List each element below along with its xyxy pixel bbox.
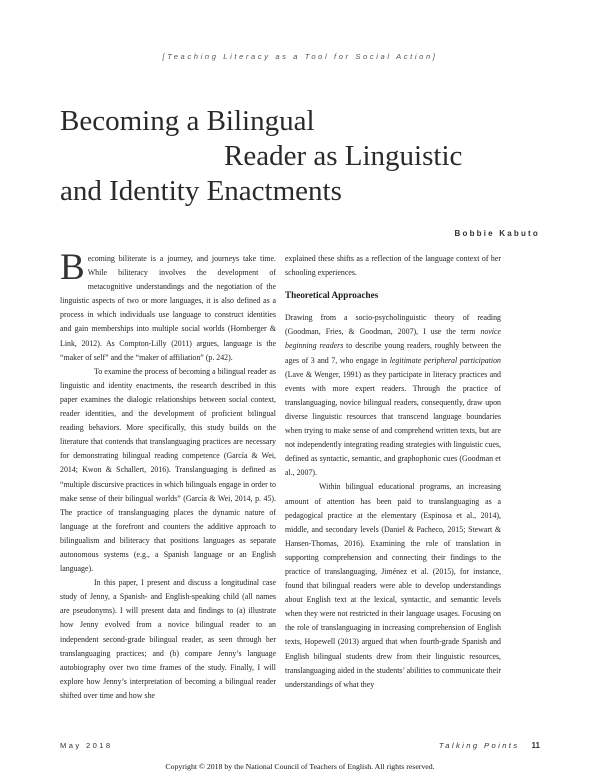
title-line-2: Reader as Linguistic (224, 140, 463, 172)
text-run: (Lave & Wenger, 1991) as they participate in literacy practices and events with more expert readers. Through the practice of translanguaging, novice bilingual readers, consequently, draw upon diverse linguistic resources that transcend language boundaries when trying to make sense of and comprehend written texts, but are not independently integrating reading strategies with linguistic cues, defined as syntactic, semantic, and graphophonic cues (Goodman et al., 2007). (285, 369, 501, 478)
italic-term: legitimate peripheral participation (389, 355, 501, 365)
drop-cap: B (60, 252, 85, 288)
body-paragraph: explained these shifts as a reflection of the language context of her schooling experiences. (285, 254, 501, 278)
body-paragraph: In this paper, I present and discuss a longitudinal case study of Jenny, a Spanish- and English-speaking child (all names are pseudonyms). I will present data and findings to (a) illustrate how Jenny evolved from a novice bilingual reader to an independent second-grade bilingual reader, as seen through her translanguaging practices; and (b) compare Jenny’s language autobiography over two time frames of the study. Finally, I will explore how Jenny’s interpretation of becoming a bilingual reader shifted over time and how she (60, 578, 276, 700)
section-heading: Theoretical Approaches (285, 290, 379, 301)
issue-date: May 2018 (60, 741, 113, 750)
left-column (60, 252, 276, 736)
right-column (285, 252, 501, 736)
body-paragraph: Within bilingual educational programs, an increasing amount of attention has been paid to translanguaging as a pedagogical practice at the elementary (Espinosa et al., 2014), middle, and secondary levels (Daniel & Pacheco, 2015; Stewart & Hansen-Thomas, 2016). Examining the role of translation in supporting comprehension and connecting their findings to the practice of translanguaging, Jiménez et al. (2015), for instance, found that bilingual readers were able to develop understandings about English text at the lexical, syntactic, and semantic levels when they were not restricted in their language usages. Focusing on the role of translanguaging in increasing comprehension of English texts, Hopewell (2013) argued that when fourth-grade Spanish and English bilingual students drew from their linguistic resources, translanguaging aided in the students’ abilities to communicate their understandings of what they (285, 482, 501, 689)
page-number: 11 (531, 741, 540, 750)
body-paragraph: To examine the process of becoming a bilingual reader as linguistic and identity enactments, the research described in this paper examines the dialogic relationships between social context, reader identities, and the development of proficient bilingual reading behaviors. More specifically, this study builds on the literature that contends that translanguaging practices are necessary for demonstrating bilingual reading competence (García & Wei, 2014; Kwon & Schallert, 2016). Translanguaging is defined as “multiple discursive practices in which bilinguals engage in order to make sense of their bilingual worlds” (García & Wei, 2014, p. 45). The practice of translanguaging places the dynamic nature of language at the forefront and counters the additive approach to bilingualism and biliteracy that positions languages as separate autonomous systems (e.g., a Spanish language or an English language). (60, 366, 276, 574)
author-name: Bobbie Kabuto (454, 229, 540, 238)
journal-name: Talking Points (438, 741, 520, 750)
intro-paragraph (60, 252, 276, 365)
series-label: [Teaching Literacy as a Tool for Social Action] (162, 52, 438, 61)
running-footer (360, 741, 540, 750)
italic-term: novice beginning readers (285, 327, 501, 351)
copyright-notice: Copyright © 2018 by the National Council of Teachers of English. All rights reserved. (165, 762, 435, 771)
title-line-1: Becoming a Bilingual (60, 105, 315, 137)
text-run: to describe young readers, roughly between the ages of 3 and 7, who engage in (285, 341, 501, 365)
text-run: Drawing from a socio-psycholinguistic theory of reading (Goodman, Fries, & Goodman, 2007), I use the term (285, 313, 501, 337)
article-title (60, 104, 540, 209)
body-paragraph (285, 311, 501, 480)
title-line-3: and Identity Enactments (60, 175, 342, 207)
intro-paragraph-text: ecoming biliterate is a journey, and journeys take time. While biliteracy involves the development of metacognitive understandings and the negotiation of the linguistic aspects of two or more languages, it is also defined as a process in which individuals use language to construct identities and gain memberships into multiple social worlds (Hornberger & Link, 2012). As Compton-Lilly (2011) argues, language is the “maker of self” and the “maker of affiliation” (p. 242). (60, 254, 276, 362)
